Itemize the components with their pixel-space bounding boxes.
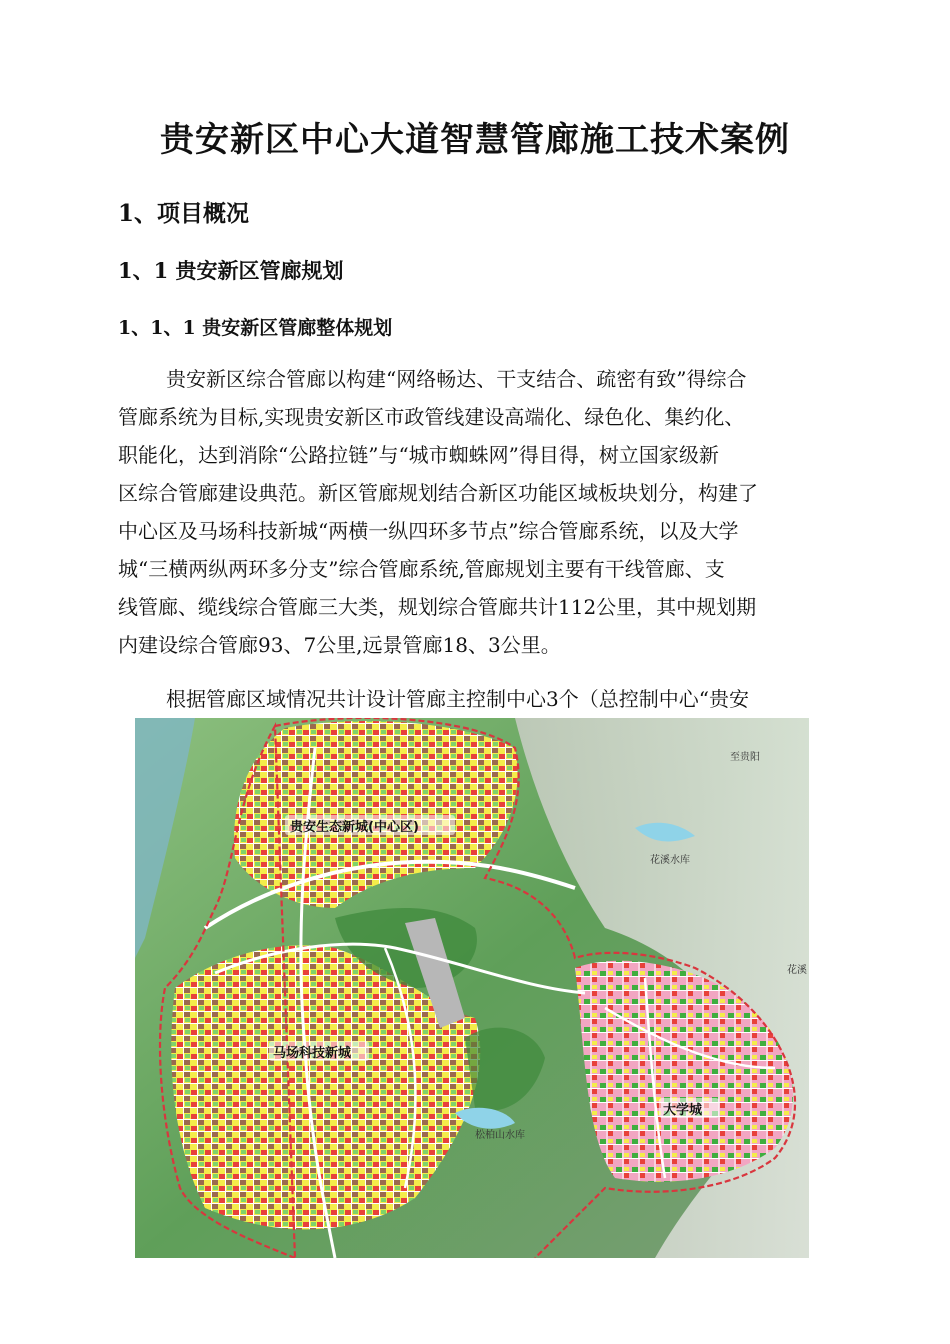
planning-map (135, 718, 809, 1258)
paragraph-line: 管廊系统为目标,实现贵安新区市政管线建设高端化、绿色化、集约化、 (118, 405, 745, 429)
paragraph-control-centers (118, 680, 834, 718)
map-label-university: 大学城 (663, 1103, 703, 1118)
map-label-to-guiyang: 至贵阳 (730, 752, 760, 763)
paragraph-line: 线管廊、缆线综合管廊三大类，规划综合管廊共计112公里，其中规划期 (118, 595, 757, 619)
paragraph-line: 根据管廊区域情况共计设计管廊主控制中心3个（总控制中心“贵安 (166, 687, 749, 711)
section-heading-1-1: 1、1 贵安新区管廊规划 (118, 258, 344, 283)
map-label-huaxi-reservoir: 花溪水库 (650, 855, 690, 866)
paragraph-line: 职能化，达到消除“公路拉链”与“城市蜘蛛网”得目得，树立国家级新 (118, 443, 719, 467)
map-label-songbai-reservoir: 松柏山水库 (475, 1130, 525, 1141)
paragraph-line: 内建设综合管廊93、7公里,远景管廊18、3公里。 (118, 633, 561, 657)
paragraph-line: 城“三横两纵两环多分支”综合管廊系统,管廊规划主要有干线管廊、支 (118, 557, 725, 581)
paragraph-line: 区综合管廊建设典范。新区管廊规划结合新区功能区域板块划分，构建了 (118, 481, 758, 505)
paragraph-line: 中心区及马场科技新城“两横一纵四环多节点”综合管廊系统，以及大学 (118, 519, 739, 543)
paragraph-line: 贵安新区综合管廊以构建“网络畅达、干支结合、疏密有致”得综合 (166, 367, 747, 391)
map-label-central: 贵安生态新城(中心区) (290, 820, 419, 835)
paragraph-overall-plan (118, 360, 834, 664)
map-label-machang: 马场科技新城 (273, 1046, 352, 1061)
planning-map-figure (135, 718, 809, 1258)
section-heading-1-1-1: 1、1、1 贵安新区管廊整体规划 (118, 317, 393, 339)
document-title: 贵安新区中心大道智慧管廊施工技术案例 (160, 120, 790, 160)
map-label-huaxi: 花溪 (787, 965, 807, 976)
section-heading-1: 1、项目概况 (118, 200, 250, 227)
